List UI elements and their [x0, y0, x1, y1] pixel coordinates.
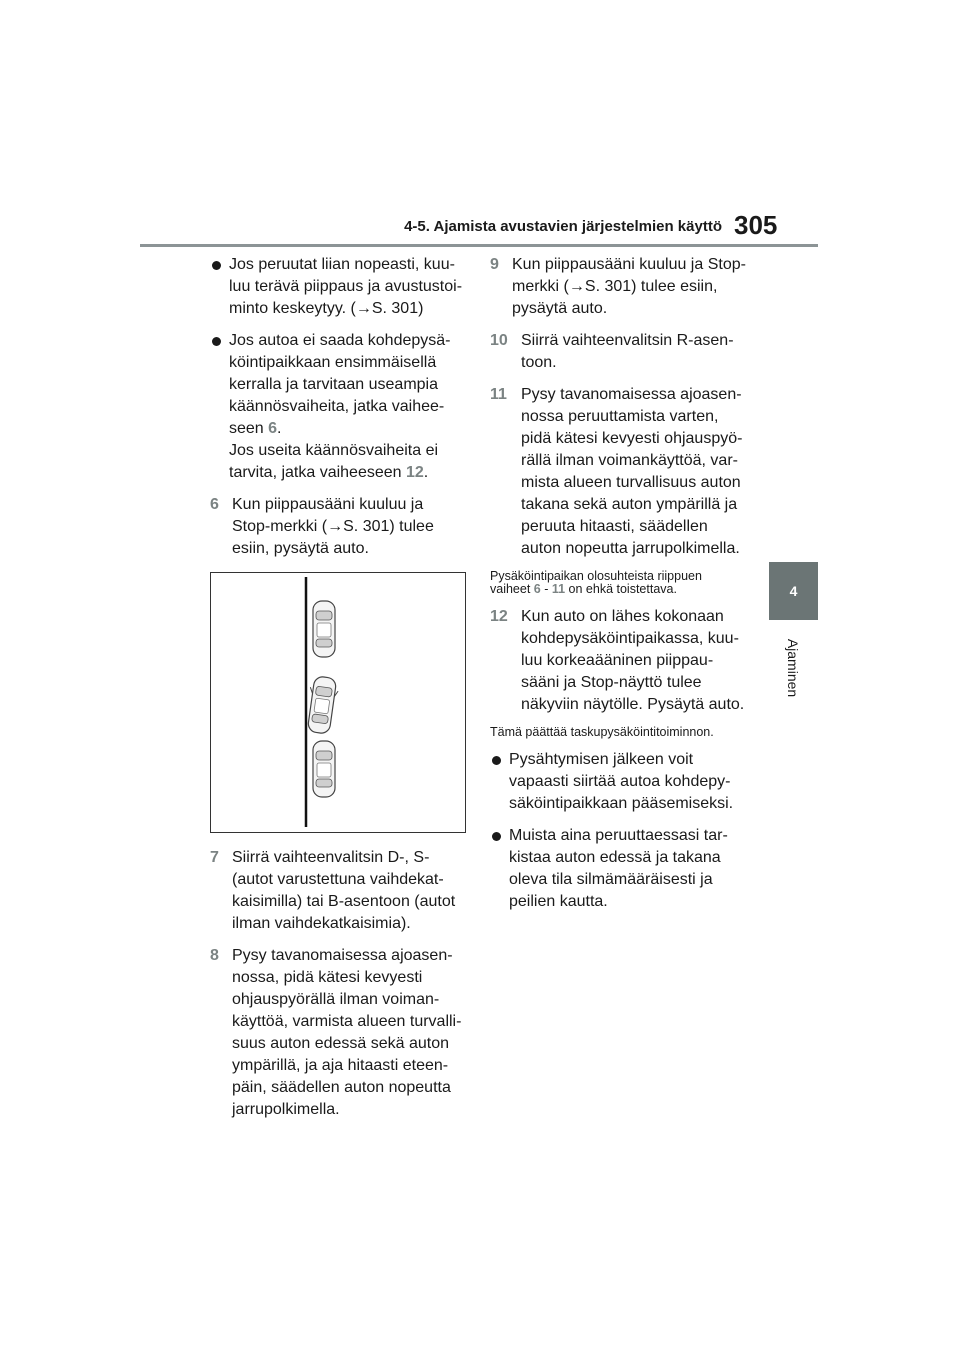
step-number: 6: [210, 496, 219, 513]
repeat-steps-note: [490, 570, 752, 596]
page-reference-link[interactable]: S. 301): [371, 300, 424, 317]
text-line: auton nopeutta jarrupolkimella.: [521, 540, 740, 557]
text-fragment: minto keskeytyy. (: [229, 300, 356, 317]
text-line: oleva tila silmämääräisesti ja: [509, 871, 713, 888]
step-number: 11: [490, 386, 507, 403]
text-fragment: merkki (: [512, 278, 569, 295]
text-line: rällä ilman voimankäyttöä, var-: [521, 452, 738, 469]
step-9: [490, 254, 752, 320]
text-line: köintipaikkaan ensimmäisellä: [229, 354, 437, 371]
chapter-number: 4: [789, 583, 798, 599]
text-line: sääni ja Stop-näyttö tulee: [521, 674, 702, 691]
text-fragment: seen: [229, 420, 269, 437]
step-6: [210, 494, 472, 560]
step-number: 9: [490, 256, 499, 273]
text-line: (autot varustettuna vaihdekat-: [232, 871, 444, 888]
text-line: Pysy tavanomaisessa ajoasen-: [521, 386, 742, 403]
text-line: esiin, pysäytä auto.: [232, 540, 369, 557]
parked-car-rear-icon: [313, 741, 335, 797]
text-line: mista alueen turvallisuus auton: [521, 474, 741, 491]
text-fragment: -: [540, 582, 552, 596]
parked-car-front-icon: [313, 601, 335, 657]
text-line: toon.: [521, 354, 557, 371]
bullet-item: [210, 330, 472, 484]
text-fragment: .: [423, 464, 429, 481]
text-line: Jos useita käännösvaiheita ei: [229, 442, 439, 459]
page-reference-link[interactable]: S. 301) tulee: [343, 518, 434, 535]
text-line: Kun piippausääni kuuluu ja Stop-: [512, 256, 746, 273]
text-line: nossa, pidä kätesi kevyesti: [232, 969, 423, 986]
text-line: pysäytä auto.: [512, 300, 608, 317]
maneuvering-car-icon: [304, 675, 340, 734]
right-column: [490, 254, 752, 923]
text-line: näkyviin näytölle. Pysäytä auto.: [521, 696, 745, 713]
text-line: käännösvaiheita, jatka vaihee-: [229, 398, 445, 415]
text-line: päin, säädellen auton nopeutta: [232, 1079, 451, 1096]
parking-diagram: [211, 573, 465, 832]
text-line: vapaasti siirtää autoa kohdepy-: [509, 773, 731, 790]
step-8: [210, 945, 472, 1121]
text-line: kaisimilla) tai B-asentoon (autot: [232, 893, 456, 910]
text-line: luu terävä piippaus ja avustustoi-: [229, 278, 463, 295]
bullet-item: [210, 254, 472, 320]
text-line: Pysähtymisen jälkeen voit: [509, 751, 694, 768]
section-title: 4-5. Ajamista avustavien järjestelmien käyttö: [404, 218, 722, 235]
step-number: 7: [210, 849, 219, 866]
text-fragment: tarvita, jatka vaiheeseen: [229, 464, 406, 481]
bullet-dot-icon: [212, 337, 221, 346]
text-fragment: .: [277, 420, 282, 437]
text-line: Siirrä vaihteenvalitsin R-asen-: [521, 332, 734, 349]
text-line: suus auton edessä sekä auton: [232, 1035, 450, 1052]
text-line: [229, 298, 472, 320]
text-line: Jos peruutat liian nopeasti, kuu-: [229, 256, 455, 273]
text-line: jarrupolkimella.: [232, 1101, 340, 1118]
text-line: [232, 516, 472, 538]
step-reference: 6: [268, 420, 278, 437]
step-reference: 12: [406, 464, 424, 481]
text-line: Kun piippausääni kuuluu ja: [232, 496, 424, 513]
text-line: kistaa auton edessä ja takana: [509, 849, 721, 866]
step-12: [490, 606, 752, 716]
step-11: [490, 384, 752, 560]
text-line: [512, 276, 752, 298]
bullet-dot-icon: [212, 261, 221, 270]
text-line: peruuta hitaasti, säädellen: [521, 518, 708, 535]
page-reference-link[interactable]: S. 301) tulee esiin,: [584, 278, 718, 295]
page-number: 305: [734, 210, 778, 240]
text-line: ympärillä, ja aja hitaasti eteen-: [232, 1057, 449, 1074]
text-line: Kun auto on lähes kokonaan: [521, 608, 724, 625]
text-line: [490, 583, 752, 596]
text-line: Muista aina peruuttaessasi tar-: [509, 827, 728, 844]
step-10: [490, 330, 752, 374]
text-line: [229, 462, 472, 484]
text-line: Siirrä vaihteenvalitsin D-, S-: [232, 849, 430, 866]
text-line: säköintipaikkaan pääsemiseksi.: [509, 795, 734, 812]
text-line: kerralla ja tarvitaan useampia: [229, 376, 438, 393]
text-line: kohdepysäköintipaikassa, kuu-: [521, 630, 739, 647]
bullet-item: [490, 749, 752, 815]
bullet-dot-icon: [492, 756, 501, 765]
arrow-icon: →: [355, 300, 372, 317]
text-line: Jos autoa ei saada kohdepysä-: [229, 332, 451, 349]
text-line: takana sekä auton ympärillä ja: [521, 496, 738, 513]
bullet-item: [490, 825, 752, 913]
step-reference: 11: [551, 582, 566, 596]
text-line: Pysäköintipaikan olosuhteista riippuen: [490, 569, 702, 583]
step-7: [210, 847, 472, 935]
text-line: peilien kautta.: [509, 893, 608, 910]
text-fragment: Stop-merkki (: [232, 518, 328, 535]
step-reference: 6: [533, 582, 541, 596]
text-line: [229, 418, 472, 440]
text-line: käyttöä, varmista alueen turvalli-: [232, 1013, 462, 1030]
text-line: ilman vaihdekatkaisimia).: [232, 915, 411, 932]
step-number: 10: [490, 332, 508, 349]
bullet-dot-icon: [492, 832, 501, 841]
text-line: Pysy tavanomaisessa ajoasen-: [232, 947, 453, 964]
text-fragment: on ehkä toistettava.: [565, 582, 677, 596]
header-rule: [140, 244, 818, 247]
arrow-icon: →: [327, 518, 344, 535]
step-number: 12: [490, 608, 508, 625]
text-fragment: vaiheet: [490, 582, 534, 596]
text-line: ohjauspyörällä ilman voiman-: [232, 991, 440, 1008]
chapter-tab[interactable]: [769, 562, 818, 620]
text-line: nossa peruuttamista varten,: [521, 408, 719, 425]
text-line: luu korkeaääninen piippau-: [521, 652, 714, 669]
left-column: [210, 254, 472, 1131]
arrow-icon: →: [568, 278, 585, 295]
step-number: 8: [210, 947, 219, 964]
end-of-function-note: Tämä päättää taskupysäköintitoiminnon.: [490, 725, 714, 739]
chapter-title: Ajaminen: [785, 638, 801, 698]
text-line: pidä kätesi kevyesti ohjauspyö-: [521, 430, 743, 447]
parking-illustration: [210, 572, 466, 833]
